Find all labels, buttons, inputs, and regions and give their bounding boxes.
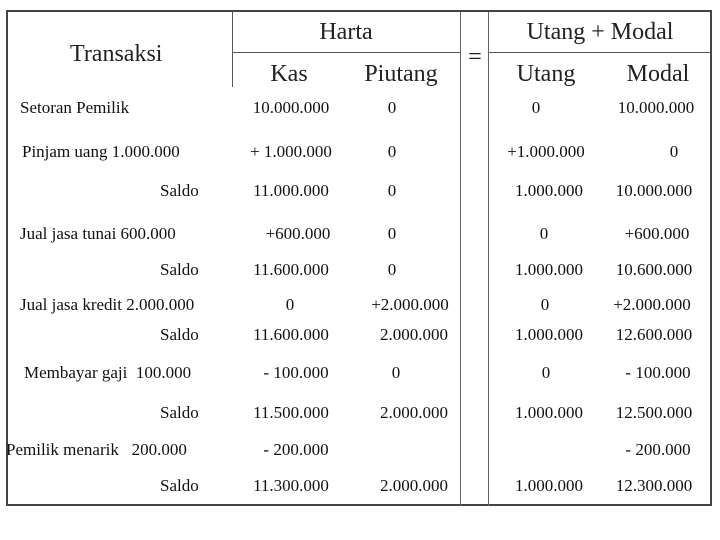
cell-modal: 12.500.000 bbox=[615, 403, 693, 422]
cell-utang: 1.000.000 bbox=[515, 403, 583, 422]
cell-piutang: 2.000.000 bbox=[380, 403, 448, 422]
cell-kas: - 200.000 bbox=[263, 440, 329, 459]
cell-kas: 10.000.000 bbox=[252, 98, 330, 117]
cell-utang: +1.000.000 bbox=[507, 142, 585, 161]
cell-kas: 11.600.000 bbox=[253, 260, 329, 279]
row-label: Saldo bbox=[160, 403, 199, 422]
harta-underline bbox=[232, 52, 460, 53]
row-label: Saldo bbox=[160, 476, 199, 495]
cell-piutang: 0 bbox=[391, 363, 401, 382]
cell-piutang: 0 bbox=[387, 181, 397, 200]
header-harta: Harta bbox=[319, 19, 373, 45]
cell-utang: 0 bbox=[540, 295, 550, 314]
cell-kas: 11.500.000 bbox=[253, 403, 329, 422]
header-equals: = bbox=[468, 44, 482, 70]
row-label: Jual jasa kredit 2.000.000 bbox=[20, 295, 195, 314]
cell-piutang: 2.000.000 bbox=[380, 325, 448, 344]
row-label: Saldo bbox=[160, 260, 199, 279]
cell-modal: 12.300.000 bbox=[615, 476, 693, 495]
cell-utang: 0 bbox=[541, 363, 551, 382]
cell-piutang: 0 bbox=[387, 142, 397, 161]
header-utang: Utang bbox=[516, 61, 576, 87]
cell-modal: +600.000 bbox=[624, 224, 690, 243]
cell-piutang: 0 bbox=[387, 98, 397, 117]
cell-piutang: 2.000.000 bbox=[380, 476, 448, 495]
row-label: Pemilik menarik 200.000 bbox=[6, 440, 187, 459]
equals-column bbox=[460, 12, 489, 506]
cell-utang: 0 bbox=[531, 98, 541, 117]
header-utang-modal: Utang + Modal bbox=[526, 19, 674, 45]
cell-kas: 11.600.000 bbox=[253, 325, 329, 344]
row-label: Saldo bbox=[160, 325, 199, 344]
cell-kas: + 1.000.000 bbox=[250, 142, 332, 161]
cell-modal: 10.000.000 bbox=[617, 98, 695, 117]
cell-kas: 11.300.000 bbox=[253, 476, 329, 495]
cell-utang: 1.000.000 bbox=[515, 181, 583, 200]
cell-kas: 0 bbox=[285, 295, 295, 314]
cell-modal: - 100.000 bbox=[625, 363, 691, 382]
row-label: Setoran Pemilik bbox=[20, 98, 130, 117]
cell-modal: 10.600.000 bbox=[615, 260, 693, 279]
header-piutang: Piutang bbox=[364, 61, 438, 87]
cell-modal: 10.000.000 bbox=[615, 181, 693, 200]
row-label: Jual jasa tunai 600.000 bbox=[20, 224, 176, 243]
cell-utang: 1.000.000 bbox=[515, 325, 583, 344]
cell-modal: 12.600.000 bbox=[615, 325, 693, 344]
cell-modal: - 200.000 bbox=[625, 440, 691, 459]
header-kas: Kas bbox=[270, 61, 308, 87]
cell-piutang: 0 bbox=[387, 224, 397, 243]
cell-utang: 1.000.000 bbox=[515, 260, 583, 279]
cell-kas: - 100.000 bbox=[263, 363, 329, 382]
cell-kas: 11.000.000 bbox=[253, 181, 329, 200]
row-label: Saldo bbox=[160, 181, 199, 200]
cell-modal: +2.000.000 bbox=[613, 295, 691, 314]
row-label: Pinjam uang 1.000.000 bbox=[22, 142, 180, 161]
header-transaksi: Transaksi bbox=[70, 41, 163, 67]
cell-modal: 0 bbox=[669, 142, 679, 161]
transaction-table bbox=[6, 10, 712, 506]
cell-kas: +600.000 bbox=[265, 224, 331, 243]
header-modal: Modal bbox=[626, 61, 690, 87]
row-label: Membayar gaji 100.000 bbox=[24, 363, 192, 382]
cell-utang: 1.000.000 bbox=[515, 476, 583, 495]
utang-modal-underline bbox=[489, 52, 711, 53]
header-divider-left bbox=[232, 12, 233, 87]
cell-piutang: +2.000.000 bbox=[371, 295, 449, 314]
cell-utang: 0 bbox=[539, 224, 549, 243]
cell-piutang: 0 bbox=[387, 260, 397, 279]
